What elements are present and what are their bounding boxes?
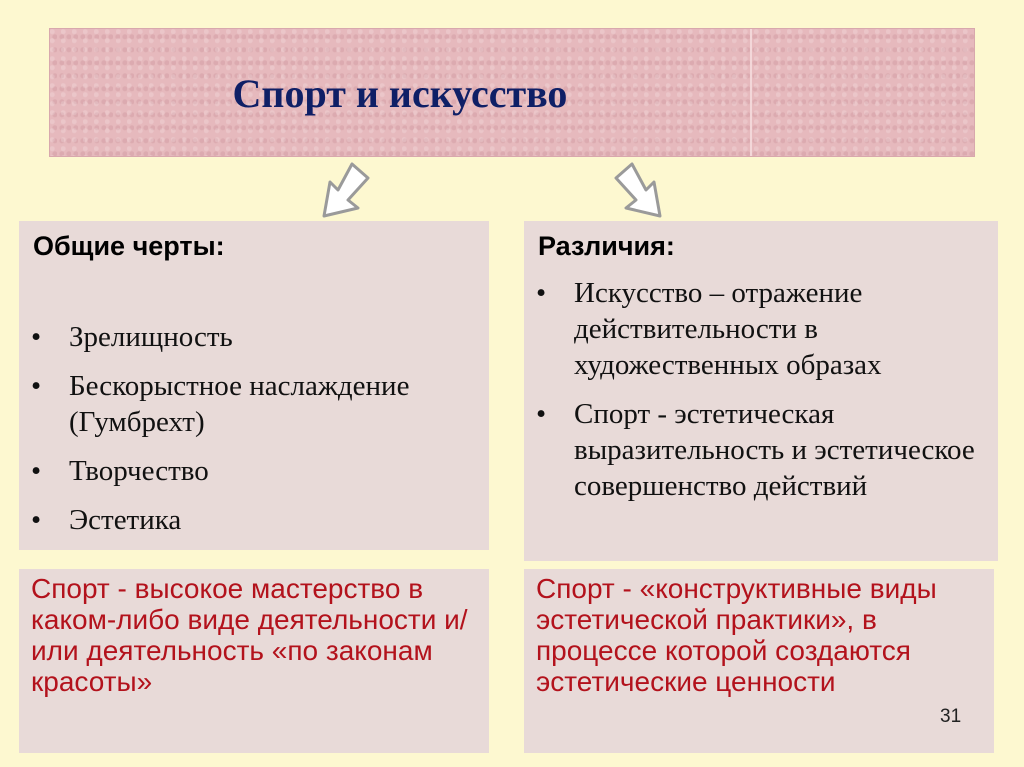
list-item: • Спорт - эстетическая выразительность и эстетическое совершенство действий [536,396,992,504]
sport-definition-right-text: Спорт - «конструктивные виды эстетической практики», в процессе которой создаются эстетические ценности [536,573,937,697]
page-number: 31 [940,706,962,727]
common-features-heading: Общие черты: [33,231,225,261]
sport-definition-left-panel [19,569,489,753]
list-item: • Творчество [31,453,481,489]
differences-panel [524,221,998,561]
title-banner [49,28,975,157]
list-item: • Зрелищность [31,319,481,355]
arrow-down-right-icon [606,160,676,222]
common-features-panel [19,221,489,550]
common-features-list [31,319,481,551]
arrow-down-left-icon [308,160,378,222]
differences-list [536,275,992,517]
title-divider [750,29,752,156]
list-item: • Искусство – отражение действительности в художественных образах [536,275,992,383]
sport-definition-right-panel [524,569,994,753]
sport-definition-left-text: Спорт - высокое мастерство в каком-либо виде деятельности и/или деятельность «по законам красоты» [31,573,468,697]
differences-heading: Различия: [538,231,675,261]
list-item: • Бескорыстное наслаждение (Гумбрехт) [31,368,481,440]
slide-title: Спорт и искусство [232,71,568,116]
list-item: • Эстетика [31,502,481,538]
